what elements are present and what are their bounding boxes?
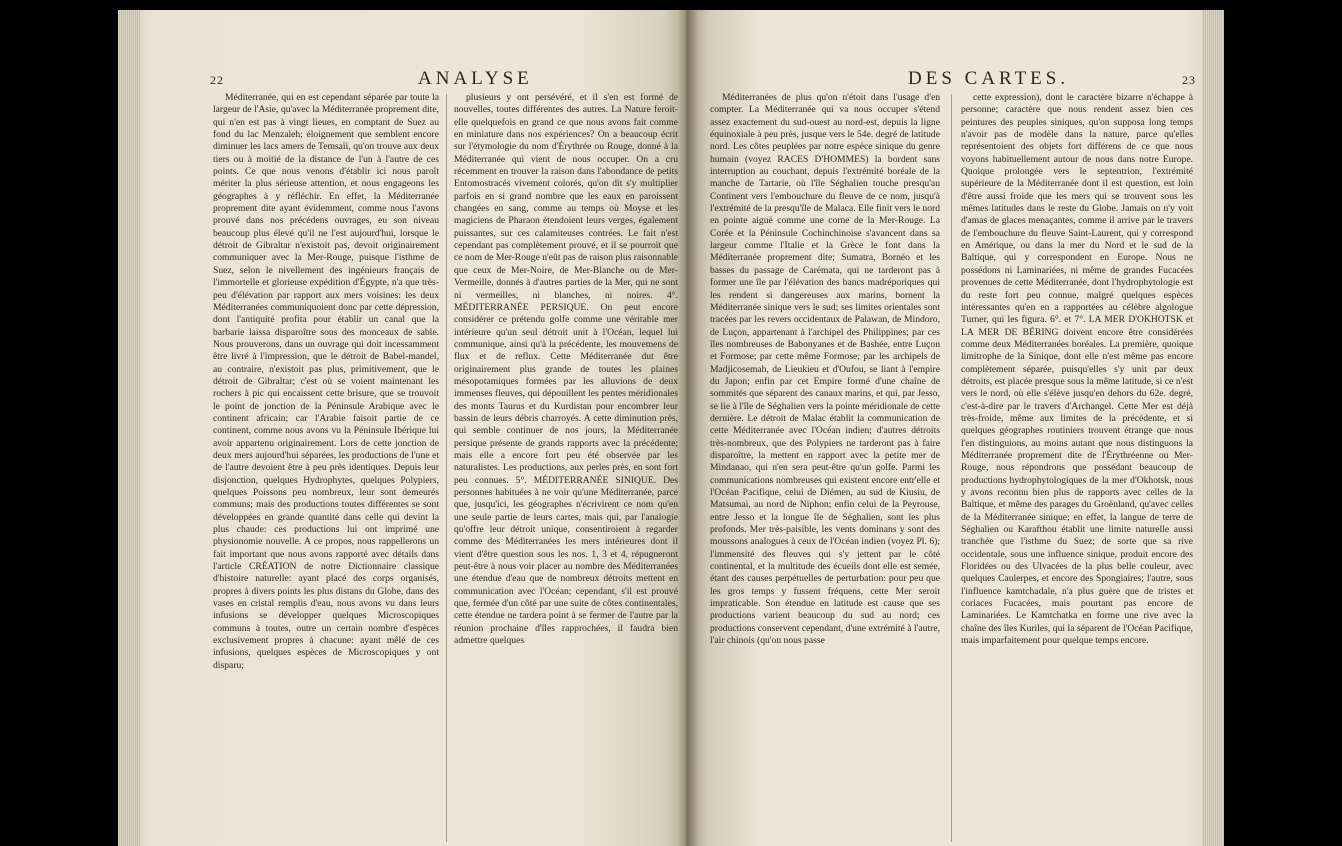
- running-head: DES CARTES.: [908, 68, 1070, 89]
- text-column-left: [213, 92, 439, 672]
- left-page: [118, 10, 686, 846]
- open-book: [118, 10, 1224, 846]
- paragraph: Méditerranée, qui en est cependant séparée par toute la largeur de l'Asie, qu'avec la Méditerranée proprement dite, qui n'en est pas à vingt lieues, en comptant de Suez au fond du lac Menzaleh; éloignement que semblent encore diminuer les lacs amers de Temsaïi, qu'on trouve aux deux tiers ou à moitié de la distance de l'un à l'autre de ces points. Ce que nous venons d'établir ici nous paroît mériter la plus sérieuse attention, et nous engageons les géographes à y réfléchir. En effet, la Méditerranée proprement dite ayant évidemment, comme nous l'avons prouvé dans nos précédens ouvrages, eu son niveau beaucoup plus élevé qu'il ne l'est aujourd'hui, lorsque le détroit de Gibraltar n'existoit pas, devoit originairement communiquer avec la Mer-Rouge, puisque l'isthme de Suez, selon le nivellement des ingénieurs français de l'immortelle et glorieuse expédition d'Égypte, n'a que très-peu d'élévation par rapport aux mers voisines: les deux Méditerranées communiquoient donc par cette dépression, dont l'antiquité profita pour établir un canal que la barbarie laissa disparoître sous des monceaux de sable. Nous prouverons, dans un ouvrage qui doit incessamment être livré à l'impression, que le détroit de Babel-mandel, au contraire, n'existoit pas plus, primitivement, que le détroit de Gibraltar; c'est où se voient maintenant les rochers à pic qui encaissent cette brisure, que se trouvoit le point de jonction de la Péninsule Arabique avec le continent africain; car l'Arabie faisoit partie de ce continent, comme nous avons vu la Péninsule Ibérique lui avoir appartenu originairement. Lors de cette jonction de deux mers aujourd'hui séparées, les productions de l'une et de l'autre devoient être à peu près identiques. Depuis leur disjonction, quelques Hydrophytes, quelques Polypiers, quelques Poissons peu nombreux, leur sont demeurés communs; mais des productions toutes différentes se sont développées en grande quantité dans celle qui devint la plus chaude: ces productions lui ont imprimé une physionomie nouvelle. A ce propos, nous rappellerons un fait important que nous avons rapporté avec détails dans l'article CRÉATION de notre Dictionnaire classique d'histoire naturelle: ayant placé des corps organisés, propres à divers points les plus distans du Globe, dans des vases en cristal remplis d'eau, nous avons vu dans leurs infusions se développer quelques Microscopiques communs à toutes, outre un certain nombre d'espèces exclusivement propres à chacune: ayant mêlé de ces infusions, quelques espèces de Microscopiques y ont disparu;: [213, 92, 439, 671]
- page-number: 23: [1182, 73, 1196, 87]
- paragraph: Méditerranées de plus qu'on n'étoit dans l'usage d'en compter. La Méditerranée qui va nous occuper s'étend assez exactement du sud-ouest au nord-est, depuis la ligne équinoxiale à peu près, jusque vers le 54e. degré de latitude nord. Les côtes peuplées par notre espèce sinique du genre humain (voyez RACES D'HOMMES) la bordent sans interruption au couchant, depuis l'extrémité boréale de la manche de Tartarie, où l'île Séghalien touche presqu'au Continent vers l'embouchure du fleuve de ce nom, jusqu'à l'extrémité de la presqu'île de Malaca. Elle finit vers le nord en pointe aiguë comme une corne de la Mer-Rouge. La Corée et la Péninsule Cochinchinoise s'avancent dans sa largeur comme l'Italie et la Grèce le font dans la Méditerranée proprement dite; Sumatra, Bornéo et les basses du passage de Carémata, qui ne tarderont pas à former une île par l'élévation des bancs madréporiques qui les rendent si dangereuses aux marins, bornent la Méditerranée sinique vers le sud; ses limites orientales sont tracées par les revers occidentaux de Palawan, de Mindoro, de Luçon, appartenant à l'archipel des Philippines; par ces îles nombreuses de Babonyanes et de Bashée, entre Luçon et Formose; par cette même Formose; par les archipels de Madjicosemah, de Lieukieu et d'Oufou, se liant à l'empire du Japon; enfin par cet Empire formé d'une chaîne de sommités que séparent des canaux marins, et qui, par Jesso, se lie à l'île de Séghalien vers la pointe méridionale de cette dernière. Le détroit de Malac établit la communication de cette Méditerranée avec l'Océan indien; d'autres détroits très-nombreux, que des Polypiers ne tarderont pas à faire disparoître, la mettent en rapport avec la petite mer de Mindanao, qui n'en sera peut-être qu'un golfe. Parmi les communications nombreuses qui existent encore entr'elle et l'Océan Pacifique, celui de Diémen, au sud de Kiusiu, de Matsumai, au nord de Niphon; enfin celui de la Peyrouse, entre Jesso et la longue île de Séghalien, sont les plus profonds. Mer très-paisible, les vents dominans y sont des moussons analogues à ceux de l'Océan indien (voyez Pl. 6); l'immensité des fleuves qui s'y jettent par le côté continental, et la multitude des écueils dont elle est semée, étant des causes perpétuelles de perturbation: pour peu que les gros temps y fussent fréquens, cette Mer seroit impraticable. Son étendue en latitude est cause que ses productions varient beaucoup du sud au nord; ces productions conservent cependant, d'une extrémité à l'autre, l'air chinois (qu'on nous passe: [710, 92, 940, 647]
- text-column-right: [454, 92, 678, 647]
- book-gutter: [678, 10, 698, 846]
- text-column-left: [710, 92, 940, 647]
- text-column-right: [961, 92, 1193, 647]
- running-head: ANALYSE: [418, 68, 533, 89]
- column-rule: [446, 94, 447, 842]
- page-edges: [118, 10, 140, 846]
- page-number: 22: [210, 73, 224, 87]
- paragraph: cette expression), dont le caractère bizarre n'échappe à personne; caractère que nous rendent assez bien ces peintures des peuples siniques, qu'on supposa long temps n'avoir pas de modèle dans la nature, parce qu'elles représentoient des objets fort différens de ce que nous voyons habituellement autour de nous dans notre Europe. Quoique prolongée vers le septentrion, l'extrémité supérieure de la Méditerranée dont il est question, est loin d'être aussi froide que les mers qui se trouvent sous les mêmes latitudes dans le reste du Globe. Jamais on n'y voit d'amas de glaces menaçantes, comme il arrive par le travers de l'embouchure du fleuve Saint-Laurent, qui y correspond en Amérique, ou dans la mer du Nord et le sud de la Baltique, qui y correspondent en Europe. Nous ne possédons ni Laminariées, ni même de grandes Fucacées provenues de cette Méditerranée, dont l'hydrophytologie est du reste fort peu connue, malgré quelques espèces intéressantes qu'en en a rapportées au célèbre algologue Turner, qui les figura. 6°. et 7°. LA MER D'OKHOTSK et LA MER DE BÉRING doivent encore être considérées comme deux Méditerranées boréales. La première, quoique limitrophe de la Sinique, dont elle n'est même pas encore complètement séparée, puisqu'elles s'y unit par deux détroits, est placée presque sous la même latitude, si ce n'est vers le nord, où elle s'élève jusqu'en dehors du 62e. degré, c'est-à-dire par le travers d'Archangel. Cette Mer est déjà très-froide, même aux limites de la précédente, et si quelques géographes routiniers trouvent étrange que nous l'en distinguions, au moins autant que nous distinguons la Méditerranée proprement dite de l'Érythréenne ou Mer-Rouge, nous répondrons que possédant beaucoup de productions hydrophytologiques de la mer d'Okhotsk, nous y avons reconnu bien plus de rapports avec celles de la Baltique, et même des parages du Groënland, qu'avec celles de la Méditerranée sinique; en effet, la langue de terre de Séghalien ou Karafthou établit une limite naturelle aussi tranchée que l'isthme du Suez; de sorte que sa rive occidentale, sous une influence sinique, produit encore des Floridées ou des Ulvacées de la plus belle couleur, avec quelques Caulerpes, et encore des Spongiaires; l'autre, sous l'influence kamtchadale, n'a plus guère que de tristes et coriaces Fucacées, mais pourtant pas encore de Laminariées. Le Kamtchatka en forme une rive avec la chaîne des îles Kuriles, qui la séparent de l'Océan Pacifique, mais imparfaitement pour quelque temps encore.: [961, 92, 1193, 647]
- page-edges: [1202, 10, 1224, 846]
- paragraph: plusieurs y ont persévéré, et il s'en est formé de nouvelles, toutes différentes des autres. La Nature feroit-elle quelquefois en grand ce que nous avons fait comme en miniature dans nos expériences? On a beaucoup écrit sur l'étymologie du nom d'Érythrée ou Rouge, donné à la Méditerranée qui vient de nous occuper. On a cru récemment en trouver la raison dans l'abondance de petits Entomostracés vivement colorés, qu'on dit s'y multiplier parfois en si grand nombre que les eaux en paroissent changées en sang, comme au temps où Moyse et les magiciens de Pharaon étendoient leurs verges, également puissantes, sur ces calamiteuses contrées. Le fait n'est cependant pas complètement prouvé, et il se pourroit que ce nom de Mer-Rouge n'eût pas de raison plus raisonnable que ceux de Mer-Noire, de Mer-Blanche ou de Mer-Vermeille, donnés à d'autres parties de la Mer, qui ne sont ni vermeilles, ni blanches, ni noires. 4°. MÉDITERRANÉE PERSIQUE. On peut encore considérer ce prétendu golfe comme une véritable mer intérieure qu'un seul détroit unit à l'Océan, lequel lui communique, ainsi qu'à la précédente, les mouvemens de flux et de reflux. Cette Méditerranée dut être originairement plus grande de toutes les plaines mésopotamiques formées par les alluvions de deux immenses fleuves, qui dépouillent les pentes méridionales des monts Taurus et du Kurdistan pour encombrer leur bassin de leurs débris charroyés. A cette diminution près, qui semble continuer de nos jours, la Méditerranée persique présente de grands rapports avec la précédente; mais elle a encore fort peu été observée par les naturalistes. Les productions, aux perles près, en sont fort peu connues. 5°. MÉDITERRANÉE SINIQUE. Des personnes habituées à ne voir qu'une Méditerranée, parce que, jusqu'ici, les géographes n'écrivirent ce nom qu'en une seule partie de leurs cartes, mais qui, par l'analogie qu'offre leur détroit unique, consentiroient à regarder comme des Méditerranées les mers intérieures dont il vient d'être question sous les nos. 1, 3 et 4, répugneront peut-être à nous voir placer au nombre des Méditerranées une étendue d'eau que de nombreux détroits mettent en communication avec l'Océan; cependant, s'il est prouvé que, fermée d'un côté par une suite de côtes continentales, cette étendue ne tardera point à se fermer de l'autre par la réunion prochaine d'îles rapprochées, il faudra bien admettre quelques: [454, 92, 678, 647]
- right-page: [686, 10, 1224, 846]
- column-rule: [951, 94, 952, 842]
